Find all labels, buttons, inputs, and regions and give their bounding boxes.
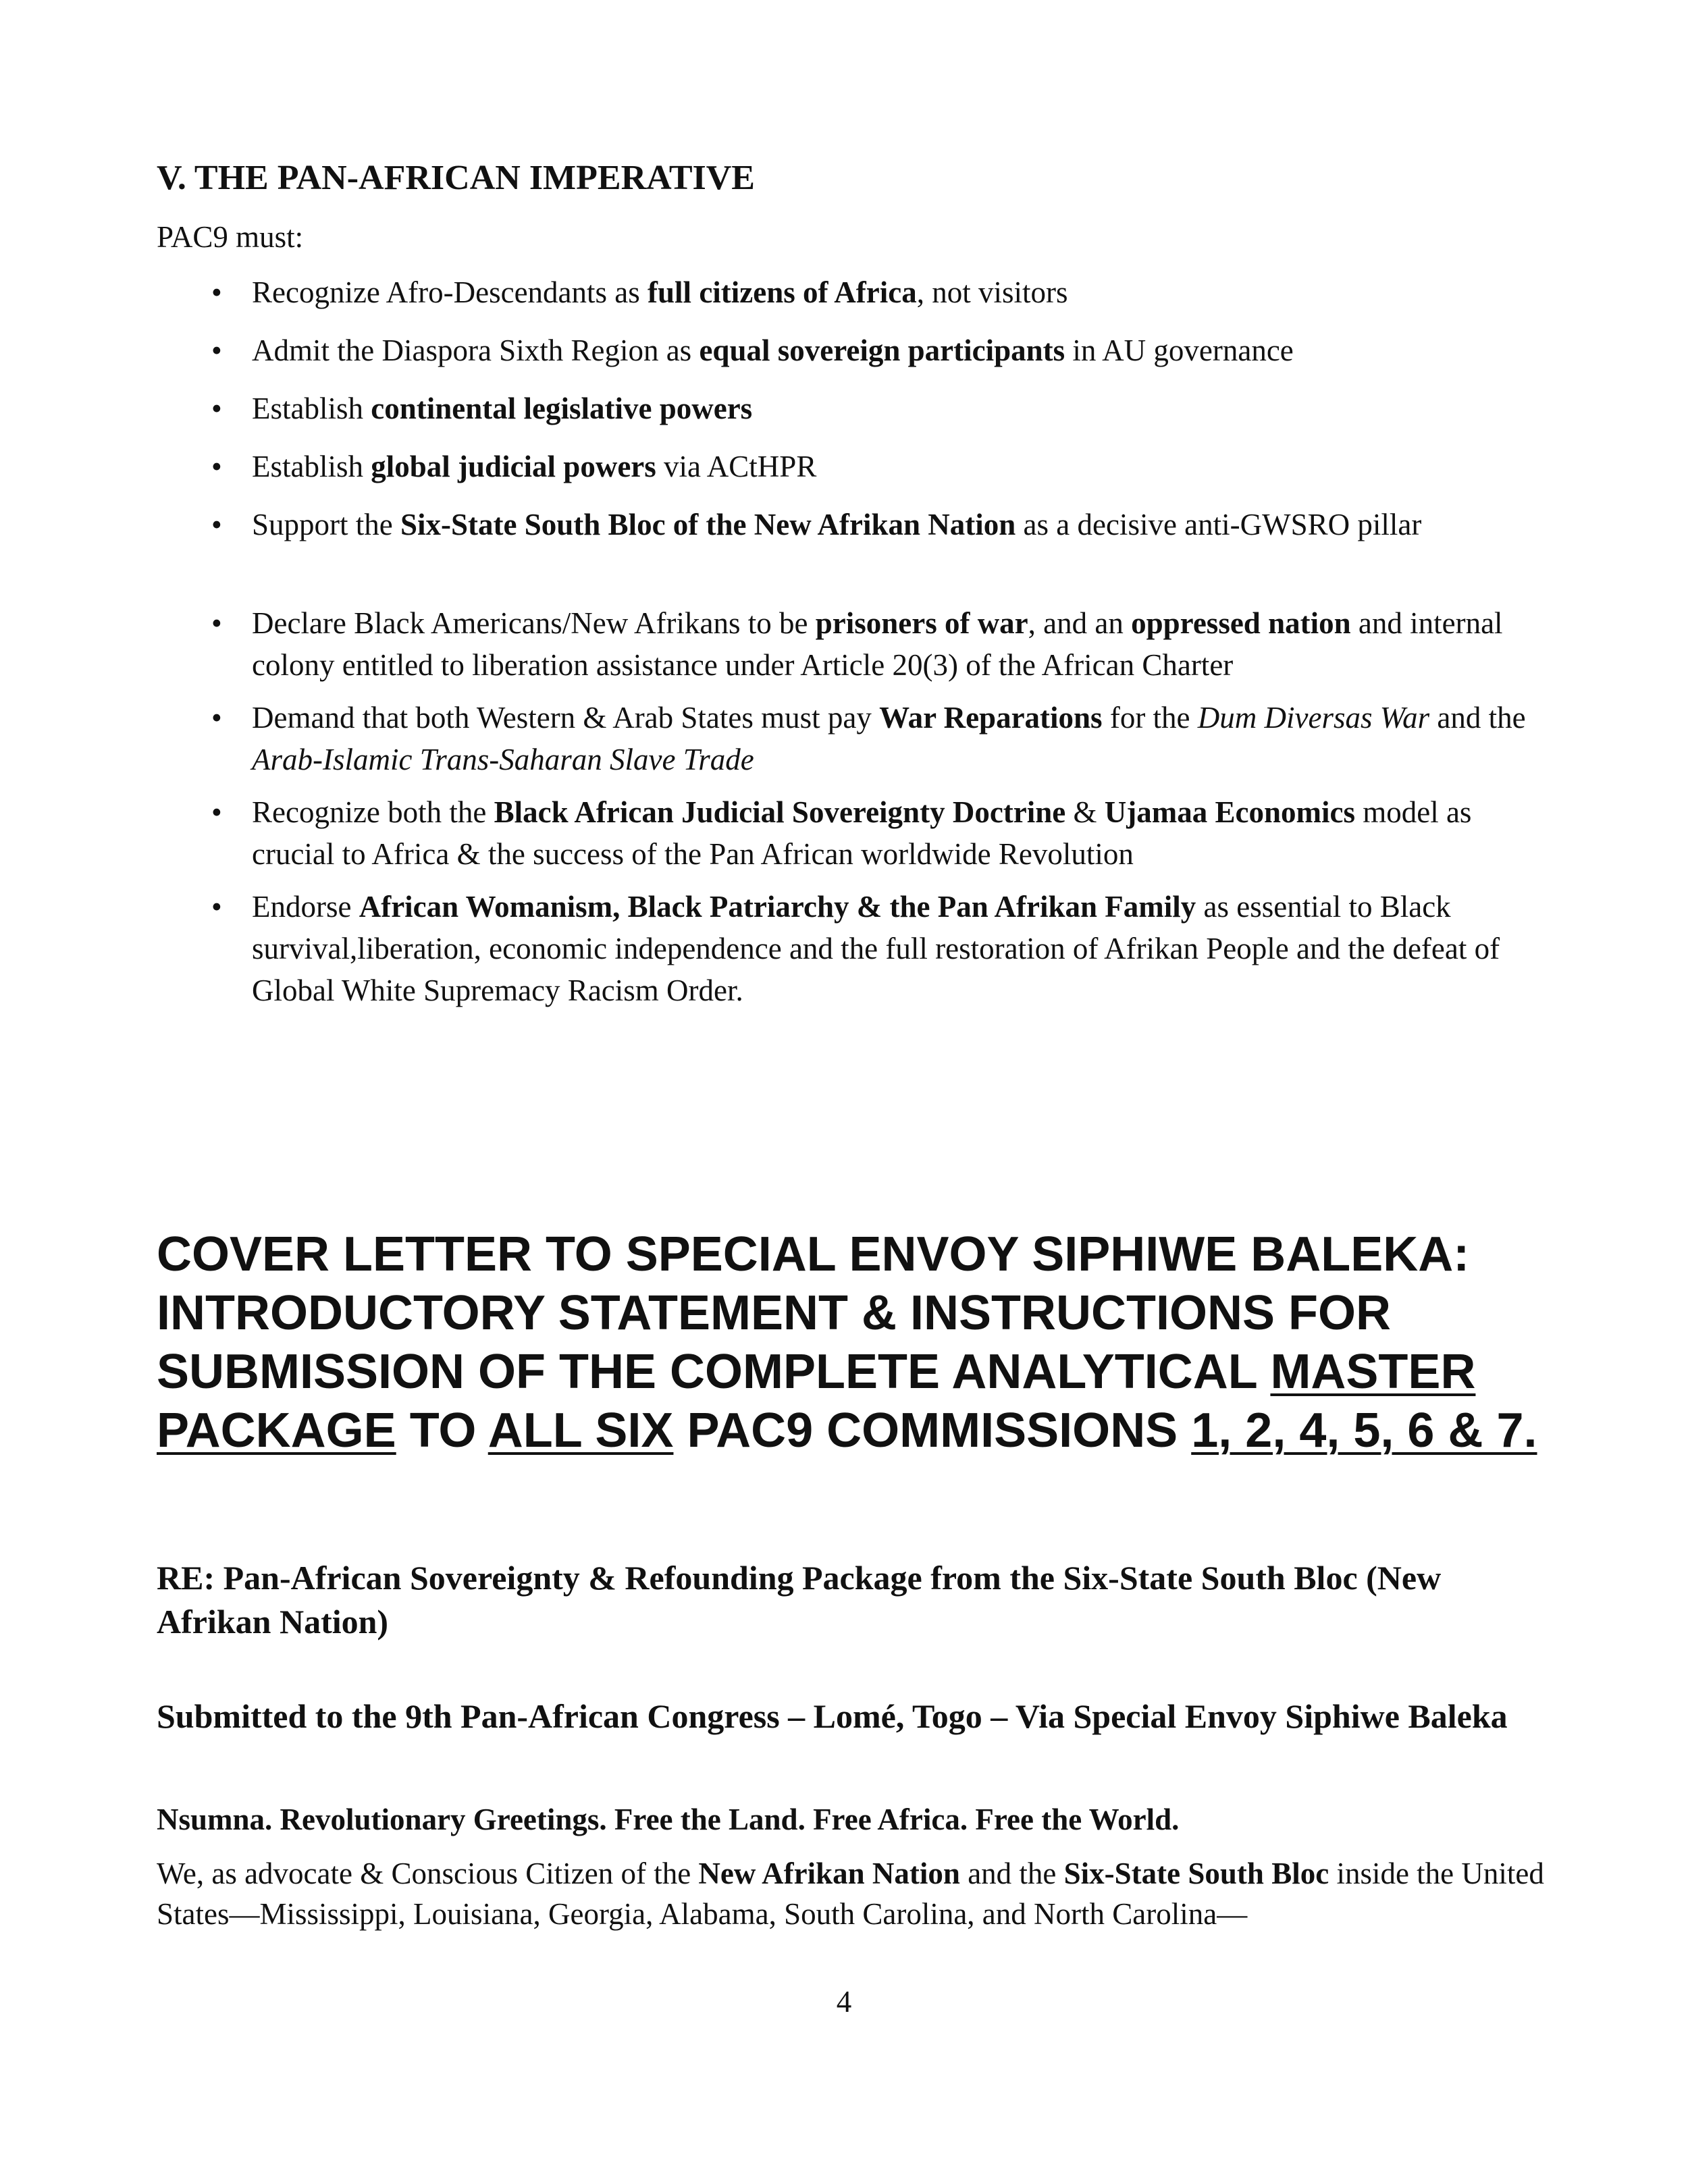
text-run: Recognize Afro-Descendants as [252, 275, 648, 309]
list-item [252, 886, 1535, 1011]
text-run: PAC9 COMMISSIONS [673, 1404, 1192, 1458]
re-line: RE: Pan-African Sovereignty & Refounding Package from the Six-State South Bloc (New Afrikan Nation) [157, 1559, 1442, 1641]
submitted-line: Submitted to the 9th Pan-African Congress – Lomé, Togo – Via Special Envoy Siphiwe Baleka [157, 1697, 1508, 1735]
text-run: global judicial powers [371, 450, 656, 483]
text-run: Black African Judicial Sovereignty Doctrine [494, 795, 1066, 829]
text-run: Six-State South Bloc [1063, 1857, 1329, 1890]
text-run: TO [396, 1404, 488, 1458]
text-run: Dum Diversas War [1197, 701, 1430, 735]
text-run: Support the [252, 508, 400, 541]
text-run: War Reparations [879, 701, 1103, 735]
list-item [252, 602, 1535, 686]
cover-letter-heading [157, 1225, 1541, 1460]
text-run: 1, 2, 4, 5, 6 & 7. [1191, 1404, 1537, 1458]
text-run: and the [959, 1857, 1064, 1890]
text-run: model as crucial to Africa & the success of the Pan African worldwide Revolution [252, 795, 1472, 871]
text-run: , not visitors [916, 275, 1068, 309]
text-run: continental legislative powers [371, 392, 753, 425]
text-run: We, as advocate & Conscious Citizen of the [157, 1857, 699, 1890]
page-number: 4 [836, 1985, 852, 2019]
text-run: Establish [252, 450, 371, 483]
text-run: , and an [1028, 606, 1132, 640]
text-run: prisoners of war [815, 606, 1028, 640]
list-item [252, 446, 1535, 487]
text-run: equal sovereign participants [699, 334, 1065, 367]
text-run: & [1065, 795, 1105, 829]
text-run: as a decisive anti-GWSRO pillar [1016, 508, 1422, 541]
text-run: and the [1429, 701, 1526, 735]
list-item [252, 388, 1535, 429]
text-run: and internal colony entitled to liberation assistance under Article 20(3) of the African Charter [252, 606, 1503, 682]
list-item [252, 791, 1535, 875]
text-run: African Womanism, Black Patriarchy & the Pan Afrikan Family [359, 890, 1196, 924]
text-run: Endorse [252, 890, 359, 924]
section-heading: V. THE PAN-AFRICAN IMPERATIVE [157, 159, 755, 197]
text-run: New Afrikan Nation [698, 1857, 960, 1890]
text-run: full citizens of Africa [648, 275, 917, 309]
text-run: in AU governance [1065, 334, 1294, 367]
text-run: Ujamaa Economics [1104, 795, 1355, 829]
text-run: Arab-Islamic Trans-Saharan Slave Trade [252, 743, 754, 776]
text-run: Demand that both Western & Arab States must pay [252, 701, 880, 735]
greeting: Nsumna. Revolutionary Greetings. Free the Land. Free Africa. Free the World. [157, 1803, 1180, 1836]
text-run: oppressed nation [1131, 606, 1351, 640]
text-run: via ACtHPR [656, 450, 817, 483]
list-item [252, 271, 1535, 313]
text-run: as essential to Black survival,liberation, economic independence and the full restoration of Afrikan People and the defeat of Global White Supremacy Racism Order. [252, 890, 1500, 1007]
list-item [252, 504, 1535, 545]
text-run: MASTER PACKAGE [157, 1345, 1476, 1458]
text-run: Establish [252, 392, 371, 425]
text-run: ALL SIX [487, 1404, 674, 1458]
section-intro: PAC9 must: [157, 220, 304, 254]
list-item [252, 329, 1535, 371]
body-paragraph [157, 1853, 1561, 1934]
text-run: Admit the Diaspora Sixth Region as [252, 334, 700, 367]
text-run: for the [1102, 701, 1198, 735]
text-run: Declare Black Americans/New Afrikans to be [252, 606, 816, 640]
list-item [252, 697, 1535, 780]
text-run: Recognize both the [252, 795, 494, 829]
text-run: inside the United States—Mississippi, Louisiana, Georgia, Alabama, South Carolina, and North Carolina— [157, 1857, 1544, 1931]
text-run: COVER LETTER TO SPECIAL ENVOY SIPHIWE BALEKA: INTRODUCTORY STATEMENT & INSTRUCTIONS FOR SUBMISSION OF THE COMPLETE ANALYTICAL [157, 1227, 1470, 1399]
text-run: Six-State South Bloc of the New Afrikan Nation [400, 508, 1016, 541]
